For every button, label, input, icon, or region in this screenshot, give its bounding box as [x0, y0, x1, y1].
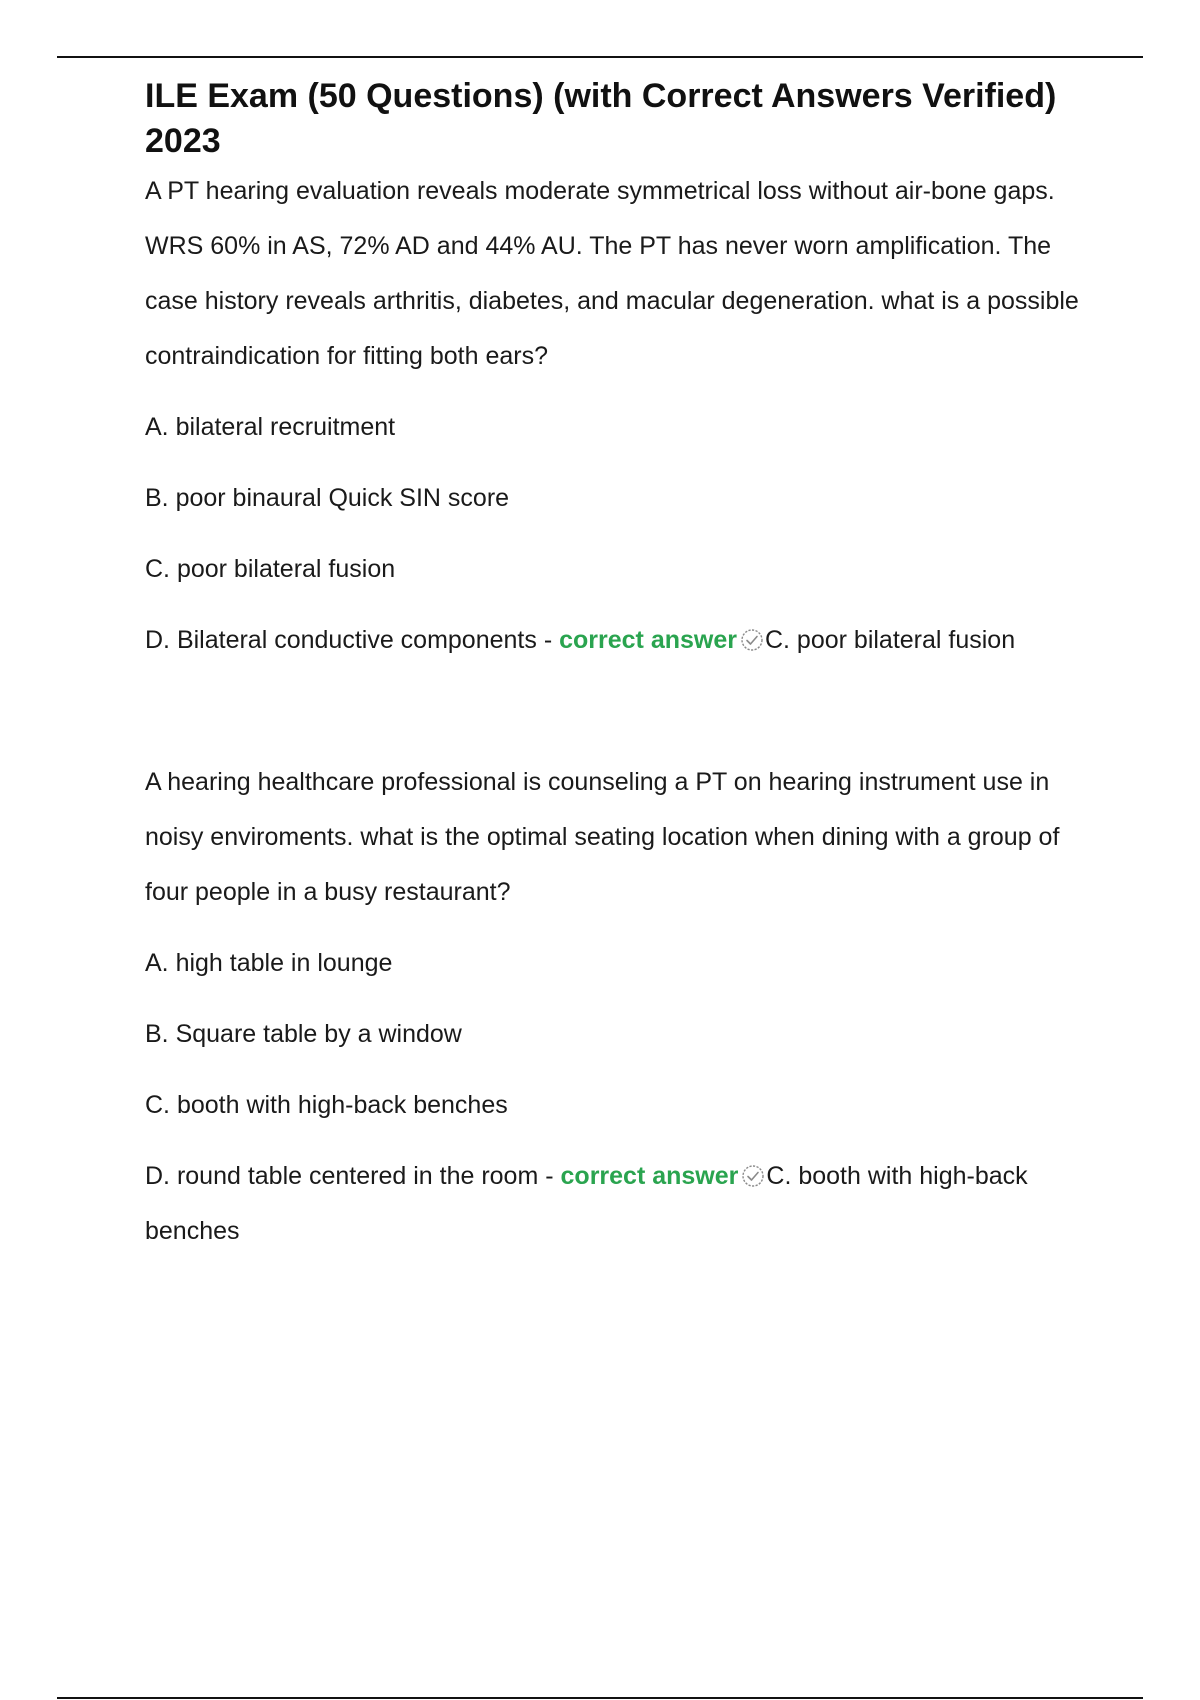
option-c: C. poor bilateral fusion: [145, 555, 396, 583]
question-block-2: [145, 755, 1095, 1259]
option-c: C. booth with high-back benches: [145, 1091, 508, 1119]
answer-text: C. poor bilateral fusion: [764, 626, 1016, 654]
option-b: B. Square table by a window: [145, 1020, 462, 1048]
question-block-1: [145, 164, 1095, 668]
bottom-rule: [57, 1697, 1143, 1699]
check-circle-icon: [740, 628, 764, 652]
question-text: A hearing healthcare professional is counseling a PT on hearing instrument use in noisy enviroments. what is the optimal seating location when dining with a group of four people in a busy restaurant?: [145, 768, 1060, 906]
document-title: ILE Exam (50 Questions) (with Correct Answers Verified) 2023: [145, 77, 1057, 160]
document-body: [145, 74, 1095, 1259]
top-rule: [57, 56, 1143, 58]
option-d: D. Bilateral conductive components -: [145, 626, 553, 654]
answer-text: C. booth with high-back benches: [145, 1162, 1028, 1245]
option-d-with-answer: [145, 1149, 1095, 1259]
option-a: A. bilateral recruitment: [145, 413, 396, 441]
question-text: A PT hearing evaluation reveals moderate symmetrical loss without air-bone gaps. WRS 60% in AS, 72% AD and 44% AU. The PT has never worn amplification. The case history reveals arthritis, diabetes, and macular degeneration. what is a possible contraindication for fitting both ears?: [145, 177, 1079, 370]
option-d-with-answer: [145, 613, 1095, 668]
option-a: A. high table in lounge: [145, 949, 393, 977]
correct-answer-label: correct answer: [559, 626, 737, 654]
check-circle-icon: [741, 1164, 765, 1188]
option-b: B. poor binaural Quick SIN score: [145, 484, 510, 512]
option-d: D. round table centered in the room -: [145, 1162, 554, 1190]
correct-answer-label: correct answer: [560, 1162, 739, 1190]
